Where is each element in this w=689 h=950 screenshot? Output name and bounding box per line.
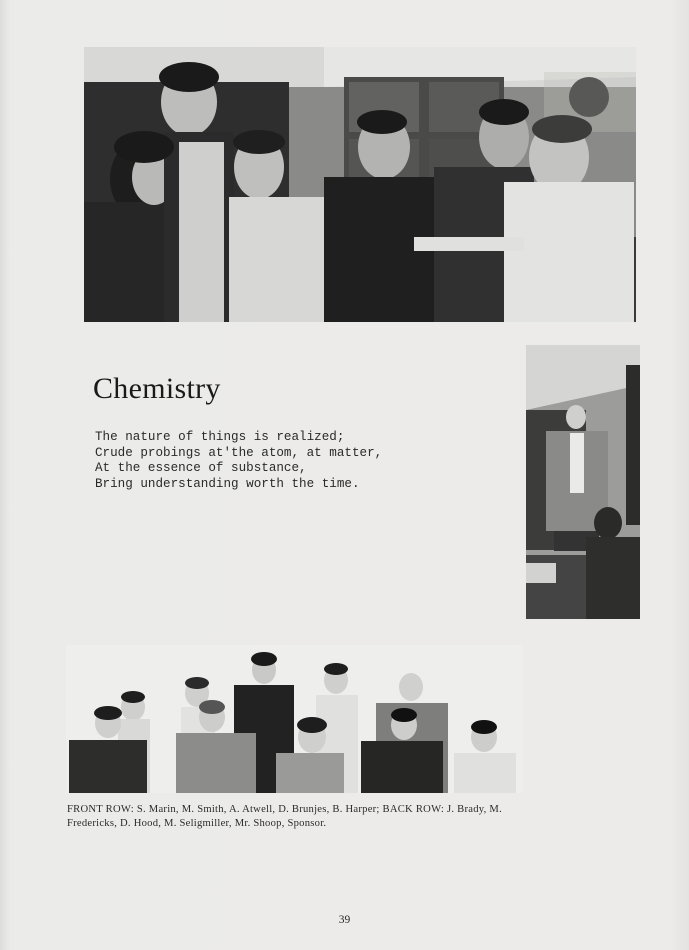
page-number: 39 xyxy=(338,914,351,926)
poem-line: The nature of things is realized; xyxy=(95,430,345,444)
club-group-photo xyxy=(66,645,523,793)
teacher-lecture-photo xyxy=(526,345,640,619)
section-title: Chemistry xyxy=(93,372,221,405)
poem-line: At the essence of substance, xyxy=(95,461,307,476)
poem-line: Bring understanding worth the time. xyxy=(95,476,360,491)
students-lab-photo xyxy=(84,47,636,322)
poem-line: Crude probings at'the atom, at matter, xyxy=(95,445,383,460)
poem xyxy=(95,430,382,492)
group-photo-caption: FRONT ROW: S. Marin, M. Smith, A. Atwell, D. Brunjes, B. Harper; BACK ROW: J. Brady, M. Fredericks, D. Hood, M. Seligmiller, Mr. Shoop, Sponsor. xyxy=(67,804,503,829)
